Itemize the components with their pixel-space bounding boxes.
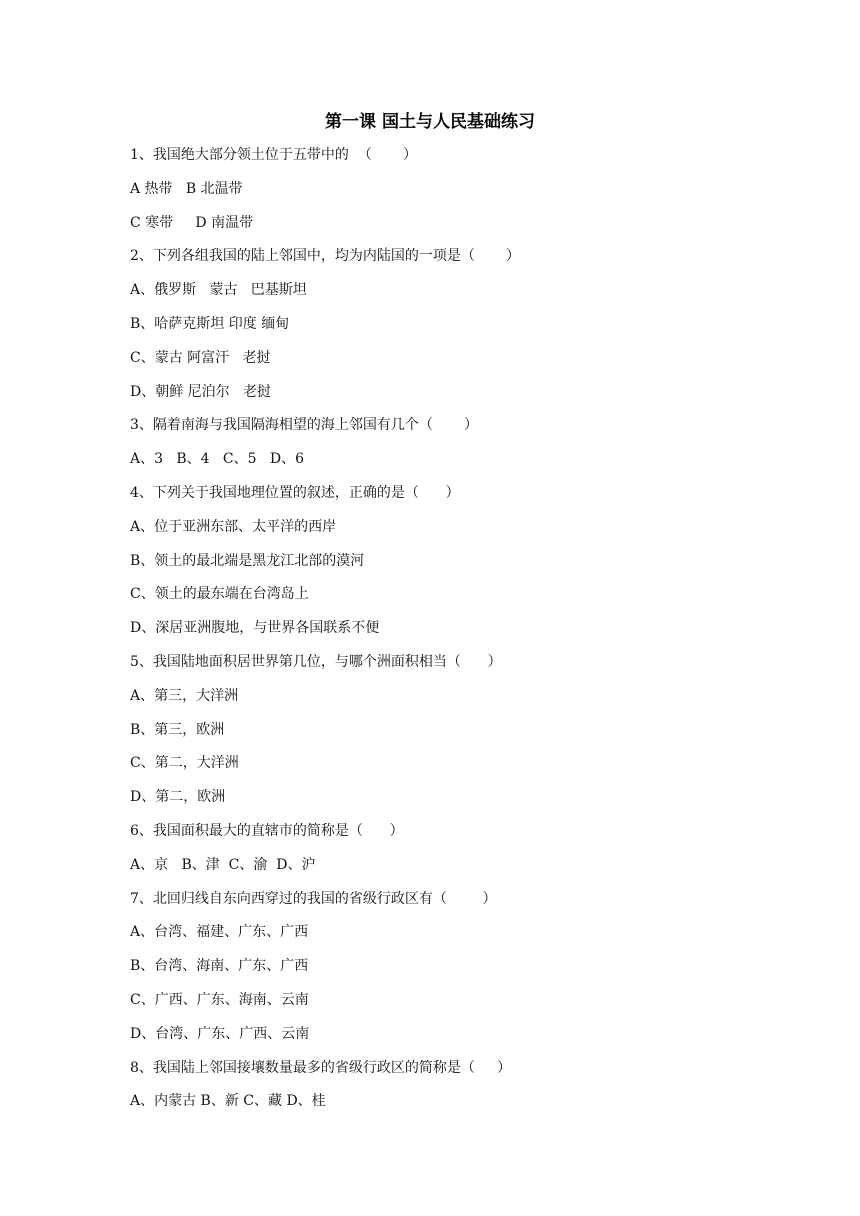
- question-8-stem: 8、我国陆上邻国接壤数量最多的省级行政区的简称是（ ）: [130, 1059, 512, 1076]
- question-7-option-d: D、台湾、广东、广西、云南: [130, 1025, 310, 1042]
- question-3-stem: 3、隔着南海与我国隔海相望的海上邻国有几个（ ）: [130, 417, 479, 434]
- question-2-option-c: C、蒙古 阿富汗 老挝: [130, 349, 271, 366]
- question-5-option-b: B、第三，欧洲: [130, 721, 225, 738]
- question-1-options-ab: A 热带 B 北温带: [130, 180, 243, 197]
- question-6-stem: 6、我国面积最大的直辖市的简称是（ ）: [130, 822, 404, 839]
- question-4-option-a: A、位于亚洲东部、太平洋的西岸: [130, 518, 337, 535]
- question-4-stem: 4、下列关于我国地理位置的叙述，正确的是（ ）: [130, 484, 460, 501]
- question-4-option-b: B、领土的最北端是黑龙江北部的漠河: [130, 552, 365, 569]
- question-list: [130, 143, 750, 1123]
- question-5-option-d: D、第二，欧洲: [130, 789, 226, 806]
- question-1-options-cd: C 寒带 D 南温带: [130, 214, 254, 231]
- question-7-stem: 7、北回归线自东向西穿过的我国的省级行政区有（ ）: [130, 890, 497, 907]
- question-5-option-c: C、第二，大洋洲: [130, 755, 239, 772]
- question-2-stem: 2、下列各组我国的陆上邻国中，均为内陆国的一项是（ ）: [130, 248, 521, 265]
- question-7-option-b: B、台湾、海南、广东、广西: [130, 958, 309, 975]
- question-2-option-a: A、俄罗斯 蒙古 巴基斯坦: [130, 282, 307, 299]
- question-2-option-d: D、朝鲜 尼泊尔 老挝: [130, 383, 272, 400]
- question-7-option-c: C、广西、广东、海南、云南: [130, 991, 309, 1008]
- page-title: 第一课 国土与人民基础练习: [325, 112, 535, 132]
- question-8-options: A、内蒙古 B、新 C、藏 D、桂: [130, 1093, 326, 1110]
- question-3-options: A、3 B、4 C、5 D、6: [130, 451, 305, 468]
- question-4-option-c: C、领土的最东端在台湾岛上: [130, 586, 309, 603]
- question-2-option-b: B、哈萨克斯坦 印度 缅甸: [130, 315, 290, 332]
- question-1-stem: 1、我国绝大部分领土位于五带中的 （ ）: [130, 147, 417, 163]
- question-5-option-a: A、第三，大洋洲: [130, 687, 239, 704]
- question-6-options: A、京 B、津 C、渝 D、沪: [130, 856, 316, 873]
- question-7-option-a: A、台湾、福建、广东、广西: [130, 924, 309, 941]
- question-4-option-d: D、深居亚洲腹地，与世界各国联系不便: [130, 620, 380, 637]
- question-5-stem: 5、我国陆地面积居世界第几位，与哪个洲面积相当（ ）: [130, 653, 502, 670]
